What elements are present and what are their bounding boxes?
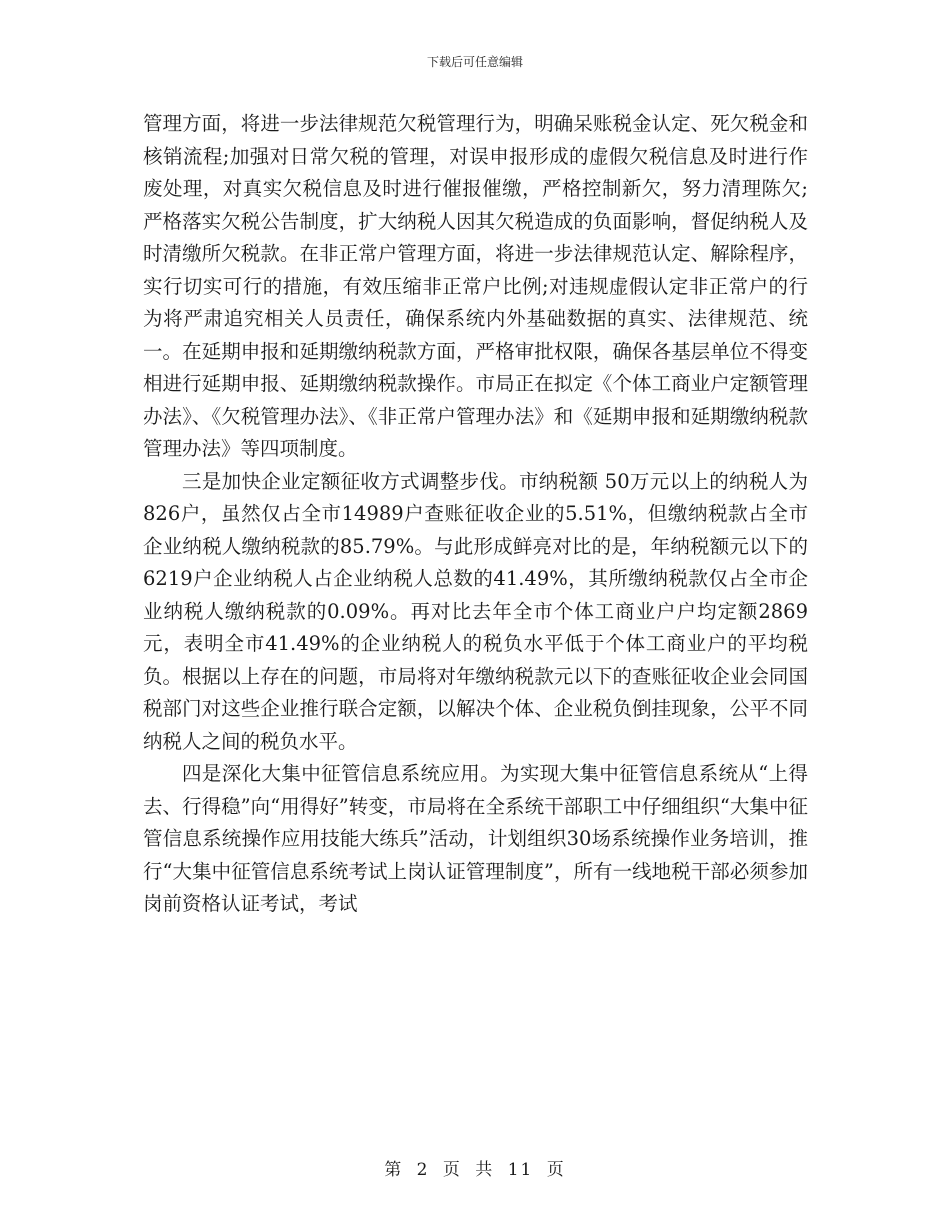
paragraph-four: 四是深化大集中征管信息系统应用。为实现大集中征管信息系统从“上得去、行得稳”向“用得好”转变，市局将在全系统干部职工中仔细组织“大集中征管信息系统操作应用技能大练兵”活动，计划组织30场系统操作业务培训，推行“大集中征管信息系统考试上岗认证管理制度”，所有一线地税干部必须参加岗前资格认证考试，考试 bbox=[143, 762, 808, 915]
page-header: 下载后可任意编辑 bbox=[426, 55, 523, 69]
paragraph-three: 三是加快企业定额征收方式调整步伐。市纳税额 50万元以上的纳税人为826户，虽然仅占全市14989户查账征收企业的5.51%，但缴纳税款占全市企业纳税人缴纳税款的85.79%。与此形成鲜亮对比的是，年纳税额元以下的6219户企业纳税人占企业纳税人总数的41.49%，其所缴纳税款仅占全市企业纳税人缴纳税款的0.09%。再对比去年全市个体工商业户户均定额2869元，表明全市41.49%的企业纳税人的税负水平低于个体工商业户的平均税负。根据以上存在的问题，市局将对年缴纳税款元以下的查账征收企业会同国税部门对这些企业推行联合定额，以解决个体、企业税负倒挂现象，公平不同纳税人之间的税负水平。 bbox=[143, 469, 808, 753]
page-footer: 第 2 页 共 11 页 bbox=[384, 1160, 566, 1180]
document-body bbox=[143, 108, 808, 921]
paragraph-continuation: 管理方面，将进一步法律规范欠税管理行为，明确呆账税金认定、死欠税金和核销流程;加强对日常欠税的管理，对误申报形成的虚假欠税信息及时进行作废处理，对真实欠税信息及时进行催报催缴，严格控制新欠，努力清理陈欠;严格落实欠税公告制度，扩大纳税人因其欠税造成的负面影响，督促纳税人及时清缴所欠税款。在非正常户管理方面，将进一步法律规范认定、解除程序，实行切实可行的措施，有效压缩非正常户比例;对违规虚假认定非正常户的行为将严肃追究相关人员责任，确保系统内外基础数据的真实、法律规范、统一。在延期申报和延期缴纳税款方面，严格审批权限，确保各基层单位不得变相进行延期申报、延期缴纳税款操作。市局正在拟定《个体工商业户定额管理办法》、《欠税管理办法》、《非正常户管理办法》和《延期申报和延期缴纳税款管理办法》等四项制度。 bbox=[143, 112, 808, 460]
